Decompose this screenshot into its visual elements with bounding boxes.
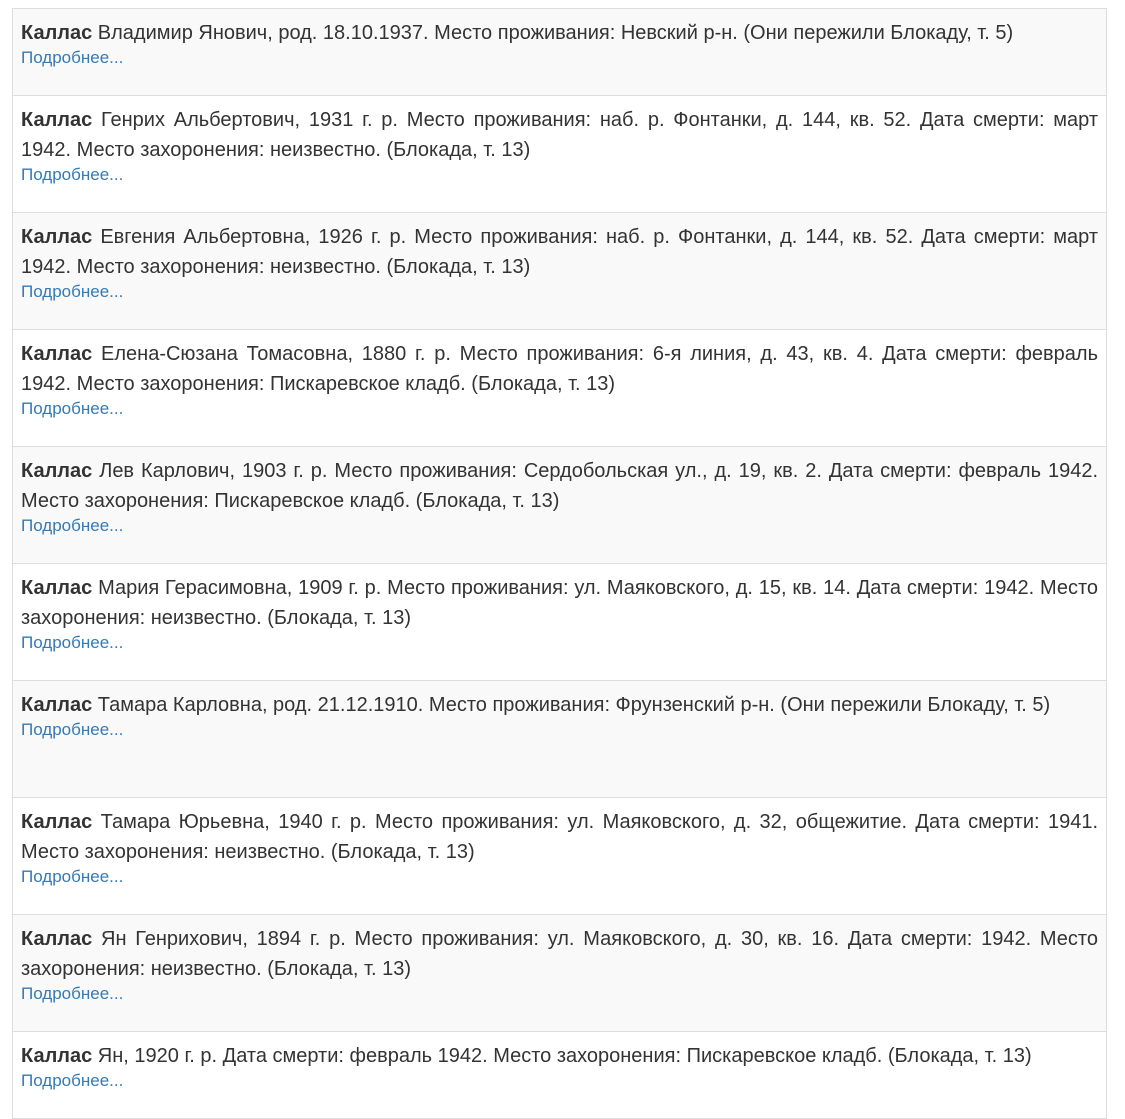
- entry-details: Мария Герасимовна, 1909 г. р. Место проживания: ул. Маяковского, д. 15, кв. 14. Дата смерти: 1942. Место захоронения: неизвестно. (Блокада, т. 13): [21, 577, 1099, 629]
- entry-details: Лев Карлович, 1903 г. р. Место проживания: Сердобольская ул., д. 19, кв. 2. Дата смерти: февраль 1942. Место захоронения: Пискаревское кладб. (Блокада, т. 13): [21, 460, 1098, 512]
- more-link[interactable]: Подробнее...: [21, 867, 124, 886]
- entry-details: Тамара Карловна, род. 21.12.1910. Место проживания: Фрунзенский р-н. (Они пережили Блокаду, т. 5): [97, 694, 1051, 716]
- list-item: [12, 798, 1107, 915]
- entry-surname: Каллас: [21, 928, 93, 950]
- entry-details: Ян Генрихович, 1894 г. р. Место проживания: ул. Маяковского, д. 30, кв. 16. Дата смерти: 1942. Место захоронения: неизвестно. (Блокада, т. 13): [21, 928, 1098, 980]
- list-item: [12, 681, 1107, 798]
- entry-details: Тамара Юрьевна, 1940 г. р. Место проживания: ул. Маяковского, д. 32, общежитие. Дата смерти: 1941. Место захоронения: неизвестно. (Блокада, т. 13): [21, 811, 1098, 863]
- entry-surname: Каллас: [21, 22, 93, 44]
- more-link[interactable]: Подробнее...: [21, 48, 124, 67]
- results-list: [12, 8, 1107, 1119]
- entry-details: Владимир Янович, род. 18.10.1937. Место проживания: Невский р-н. (Они пережили Блокаду, т. 5): [97, 22, 1014, 44]
- more-link[interactable]: Подробнее...: [21, 399, 124, 418]
- list-item: [12, 564, 1107, 681]
- list-item: [12, 447, 1107, 564]
- list-item: [12, 330, 1107, 447]
- more-link[interactable]: Подробнее...: [21, 282, 124, 301]
- entry-surname: Каллас: [21, 694, 93, 716]
- more-link[interactable]: Подробнее...: [21, 165, 124, 184]
- more-link[interactable]: Подробнее...: [21, 633, 124, 652]
- entry-surname: Каллас: [21, 577, 93, 599]
- entry-details: Генрих Альбертович, 1931 г. р. Место проживания: наб. р. Фонтанки, д. 144, кв. 52. Дата смерти: март 1942. Место захоронения: неизвестно. (Блокада, т. 13): [21, 109, 1098, 161]
- list-item: [12, 213, 1107, 330]
- entry-surname: Каллас: [21, 343, 93, 365]
- entry-surname: Каллас: [21, 811, 93, 833]
- entry-surname: Каллас: [21, 226, 93, 248]
- entry-details: Евгения Альбертовна, 1926 г. р. Место проживания: наб. р. Фонтанки, д. 144, кв. 52. Дата смерти: март 1942. Место захоронения: неизвестно. (Блокада, т. 13): [21, 226, 1098, 278]
- list-item: [12, 9, 1107, 96]
- entry-details: Ян, 1920 г. р. Дата смерти: февраль 1942. Место захоронения: Пискаревское кладб. (Блокада, т. 13): [97, 1045, 1032, 1067]
- more-link[interactable]: Подробнее...: [21, 720, 124, 739]
- entry-surname: Каллас: [21, 460, 93, 482]
- entry-surname: Каллас: [21, 1045, 93, 1067]
- entry-details: Елена-Сюзана Томасовна, 1880 г. р. Место проживания: 6-я линия, д. 43, кв. 4. Дата смерти: февраль 1942. Место захоронения: Пискаревское кладб. (Блокада, т. 13): [21, 343, 1098, 395]
- more-link[interactable]: Подробнее...: [21, 984, 124, 1003]
- list-item: [12, 915, 1107, 1032]
- list-item: [12, 1032, 1107, 1119]
- list-item: [12, 96, 1107, 213]
- more-link[interactable]: Подробнее...: [21, 1071, 124, 1090]
- more-link[interactable]: Подробнее...: [21, 516, 124, 535]
- entry-surname: Каллас: [21, 109, 93, 131]
